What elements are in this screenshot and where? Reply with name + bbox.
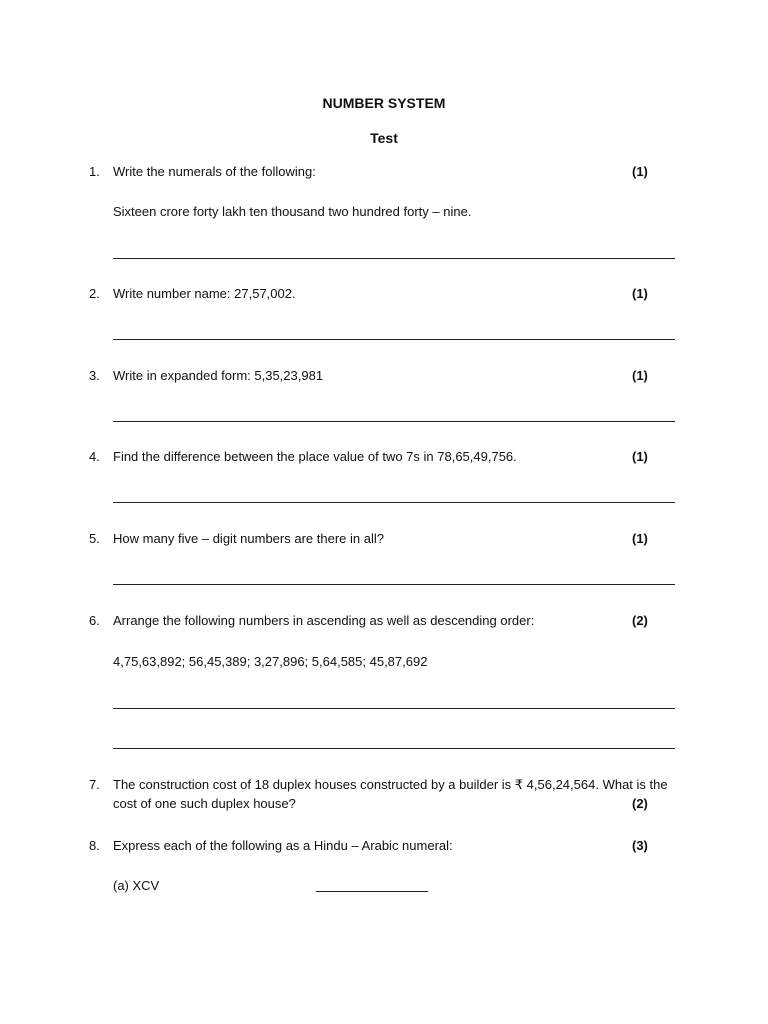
question-text: Arrange the following numbers in ascending as well as descending order:	[113, 613, 535, 628]
question-text: The construction cost of 18 duplex houses constructed by a builder is ₹ 4,56,24,564. What is the cost of one such duplex house?	[113, 777, 668, 811]
question-1-detail: Sixteen crore forty lakh ten thousand two hundred forty – nine.	[113, 204, 472, 219]
question-marks: (2)	[632, 796, 648, 811]
answer-line-1[interactable]	[113, 258, 675, 259]
question-marks: (2)	[632, 613, 648, 628]
question-marks: (1)	[632, 368, 648, 383]
question-number: 3.	[89, 368, 100, 383]
question-text: Write the numerals of the following:	[113, 164, 316, 179]
question-marks: (1)	[632, 531, 648, 546]
sub-item-a-answer-line[interactable]	[316, 891, 428, 892]
question-number: 2.	[89, 286, 100, 301]
answer-line-4[interactable]	[113, 502, 675, 503]
question-marks: (1)	[632, 449, 648, 464]
answer-line-6b[interactable]	[113, 748, 675, 749]
page-subtitle: Test	[370, 130, 398, 146]
question-number: 5.	[89, 531, 100, 546]
question-number: 6.	[89, 613, 100, 628]
answer-line-3[interactable]	[113, 421, 675, 422]
question-6-detail: 4,75,63,892; 56,45,389; 3,27,896; 5,64,585; 45,87,692	[113, 654, 428, 669]
question-text: Express each of the following as a Hindu – Arabic numeral:	[113, 838, 453, 853]
answer-line-2[interactable]	[113, 339, 675, 340]
question-text: Write in expanded form: 5,35,23,981	[113, 368, 324, 383]
question-number: 8.	[89, 838, 100, 853]
question-number: 4.	[89, 449, 100, 464]
question-marks: (3)	[632, 838, 648, 853]
question-text: Write number name: 27,57,002.	[113, 286, 296, 301]
question-marks: (1)	[632, 164, 648, 179]
question-text: Find the difference between the place value of two 7s in 78,65,49,756.	[113, 449, 517, 464]
sub-item-a-label: (a) XCV	[113, 878, 160, 893]
answer-line-6a[interactable]	[113, 708, 675, 709]
question-marks: (1)	[632, 286, 648, 301]
page-title: NUMBER SYSTEM	[322, 95, 446, 111]
question-text: How many five – digit numbers are there in all?	[113, 531, 384, 546]
answer-line-5[interactable]	[113, 584, 675, 585]
question-number: 1.	[89, 164, 100, 179]
question-number: 7.	[89, 777, 100, 792]
